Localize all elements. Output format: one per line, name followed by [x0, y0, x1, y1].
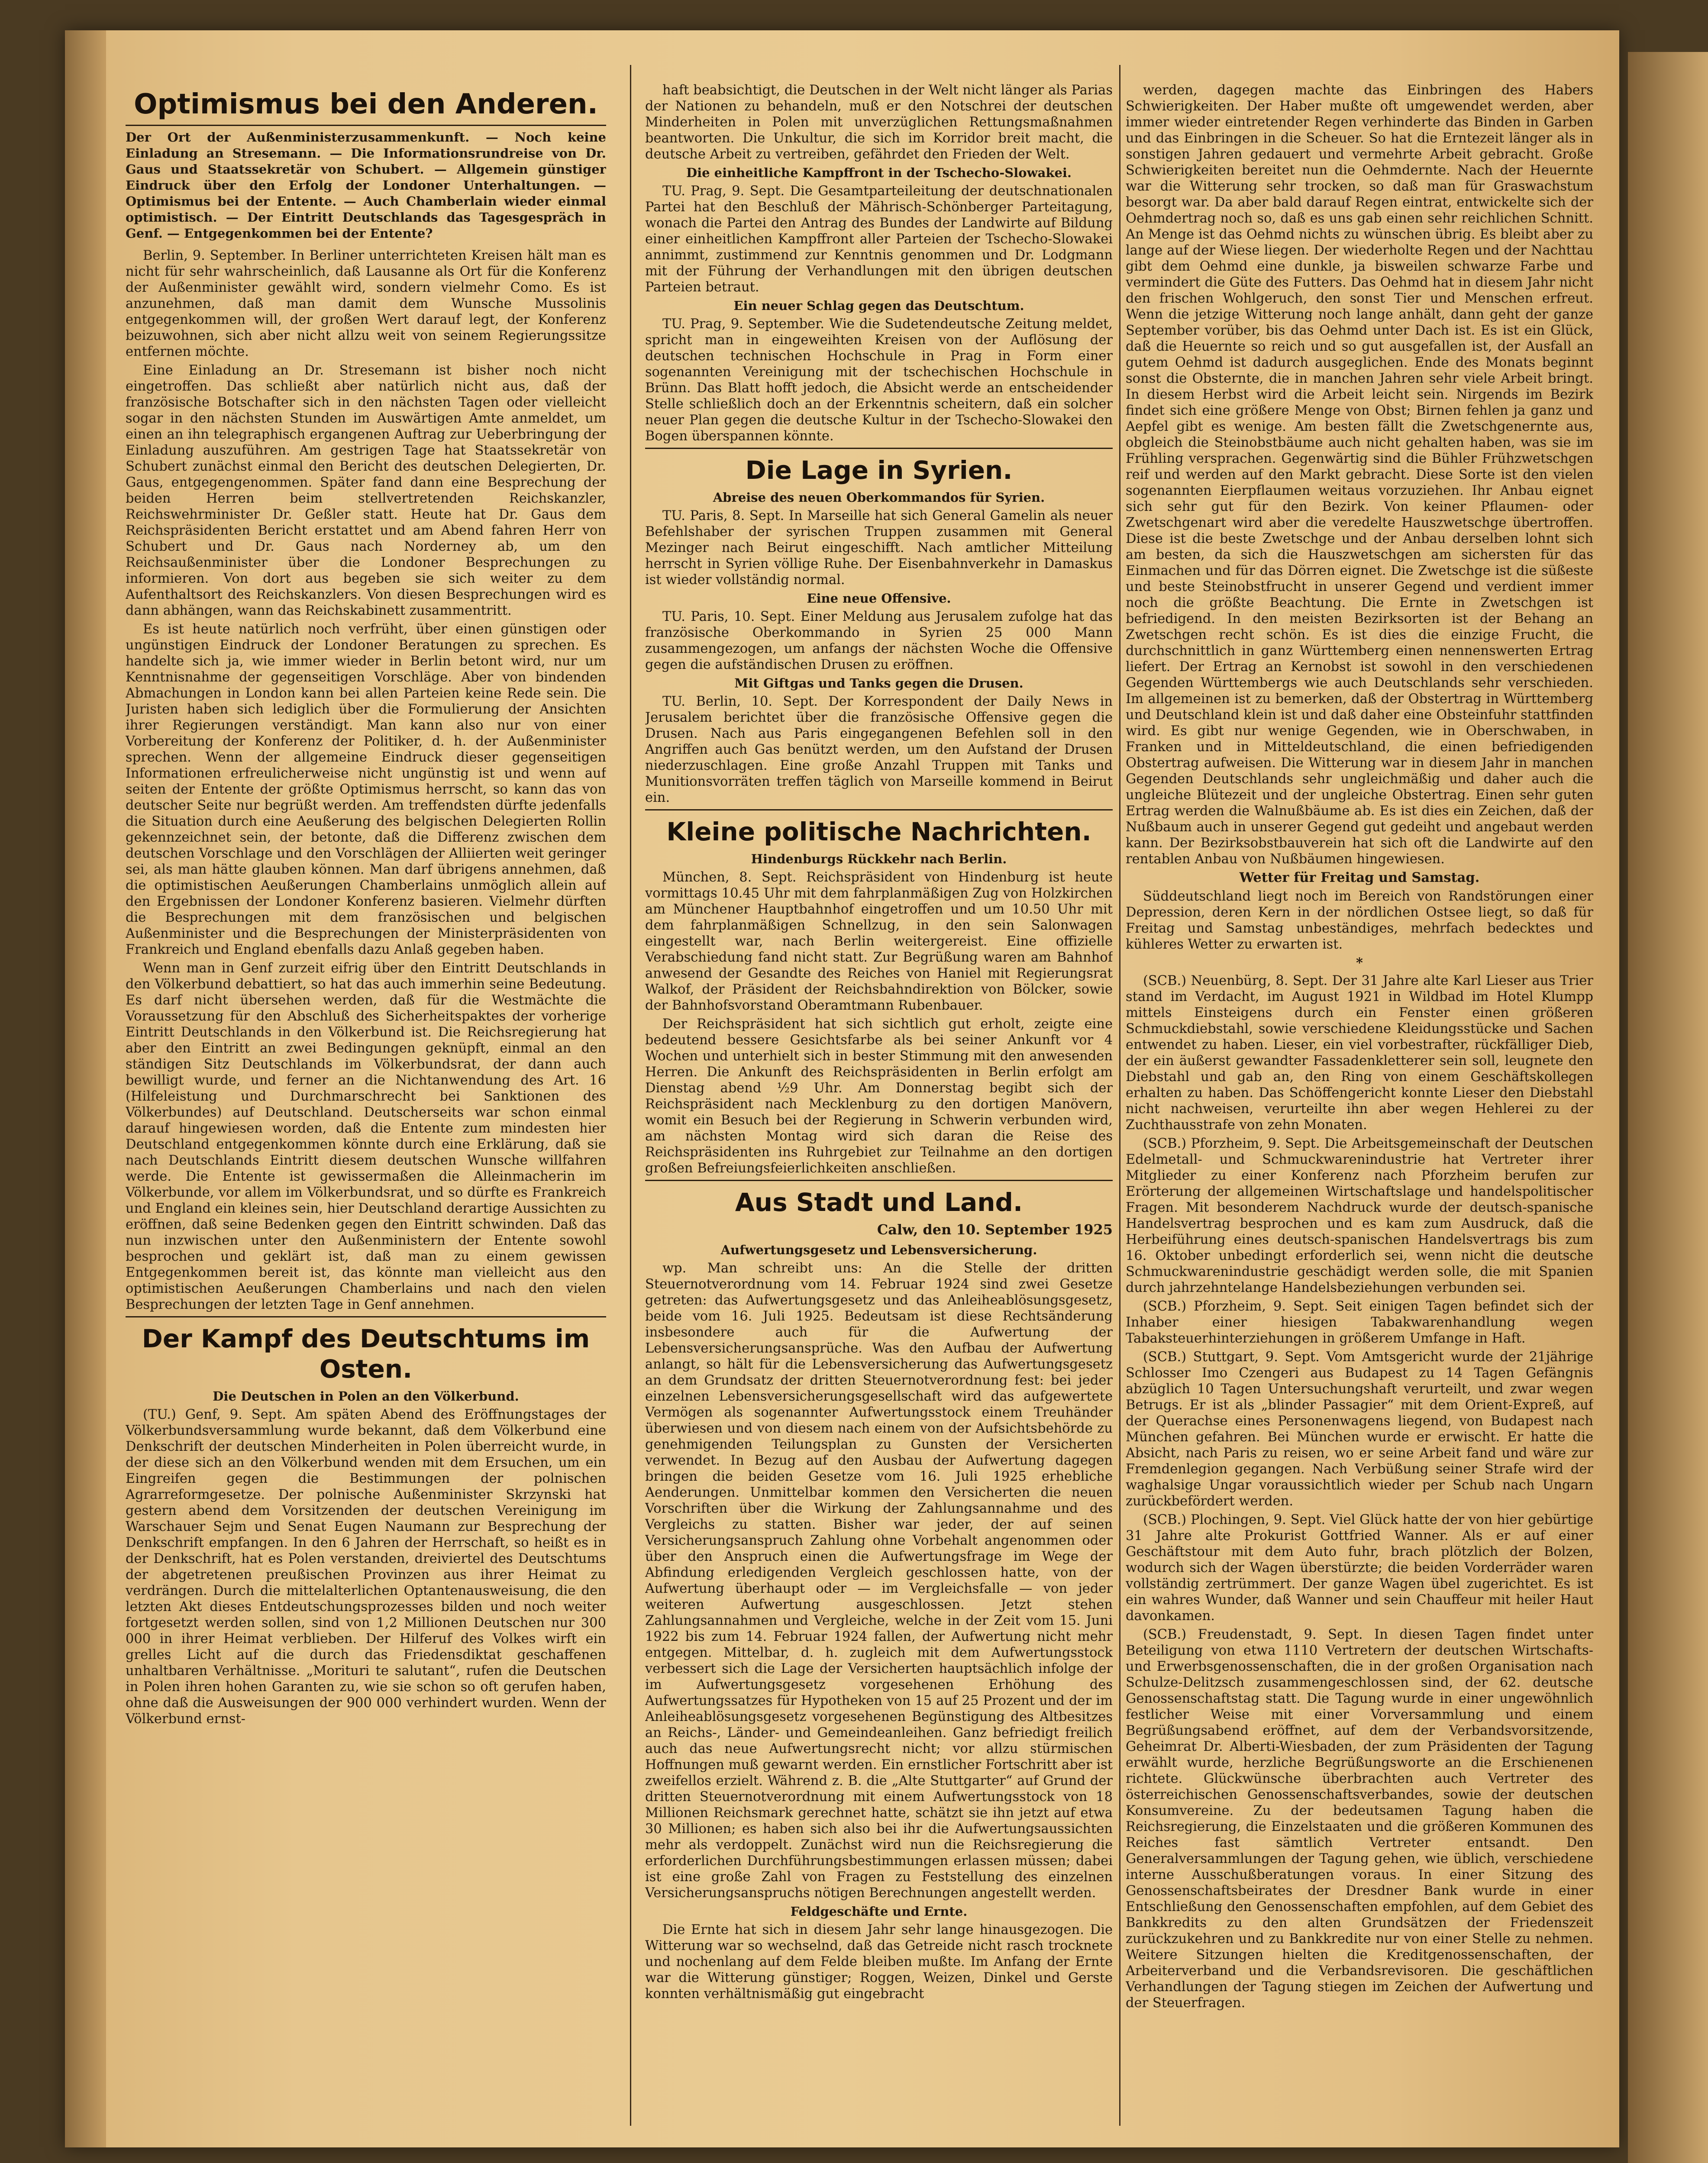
paragraph: (SCB.) Neuenbürg, 8. Sept. Der 31 Jahre alte Karl Lieser aus Trier stand im Verdacht, im August 1921 in Wildbad im Hotel Klumpp mittels Einsteigens durch ein Fenster einen größeren Schmuckdiebstahl, sowie verschiedene Kleidungsstücke und Sachen entwendet zu haben. Lieser, ein viel vorbestrafter, rückfälliger Dieb, der ein äußerst gewandter Fassadenkletterer sein soll, leugnete den Diebstahl und gab an, den Ring von einem Geschäftskollegen erhalten zu haben. Das Schöffengericht konnte Lieser den Diebstahl nicht nachweisen, verurteilte ihn aber wegen Hehlerei zu der Zuchthausstrafe von zehn Monaten. [1126, 973, 1593, 1133]
subheadline: Hindenburgs Rückkehr nach Berlin. [751, 852, 1007, 866]
column-1 [126, 82, 606, 2074]
divider [126, 1316, 606, 1317]
headline-kleine-nachrichten: Kleine politische Nachrichten. [666, 817, 1091, 846]
section-star: * [1356, 955, 1363, 971]
subheadline: Die einheitliche Kampffront in der Tschecho-Slowakei. [686, 165, 1072, 180]
paragraph: München, 8. Sept. Reichspräsident von Hindenburg ist heute vormittags 10.45 Uhr mit dem fahrplanmäßigen Zug von Holzkirchen am Münchener Hauptbahnhof eingetroffen und um 10.50 Uhr mit dem fahrplanmäßigen Schnellzug, in den sein Salonwagen eingestellt war, nach Berlin weitergereist. Eine offizielle Verabschiedung fand nicht statt. Zur Begrüßung waren am Bahnhof anwesend der Gesandte des Reiches von Haniel mit Regierungsrat Walkof, der Präsident der Reichsbahndirektion von Bölcker, sowie der Bahnhofsvorstand Oberamtmann Rubenbauer. [645, 870, 1113, 1013]
column-2 [645, 82, 1113, 2074]
column-3 [1126, 82, 1593, 2074]
page-binding-edge [65, 30, 106, 2147]
subheadline: Eine neue Offensive. [807, 591, 951, 606]
next-page-edge [1628, 52, 1708, 2163]
headline-lage-syrien: Die Lage in Syrien. [745, 455, 1013, 485]
subheadline: Feldgeschäfte und Ernte. [790, 1904, 968, 1919]
weather-heading: Wetter für Freitag und Samstag. [1239, 870, 1480, 885]
paragraph: (SCB.) Pforzheim, 9. Sept. Seit einigen Tagen befindet sich der Inhaber einer hiesigen Tabakwarenhandlung wegen Tabaksteuerhinterziehungen in größerem Umfange in Haft. [1126, 1299, 1593, 1346]
column-rule [1119, 65, 1120, 2126]
paragraph: Eine Einladung an Dr. Stresemann ist bisher noch nicht eingetroffen. Das schließt aber natürlich nicht aus, daß der französische Botschafter sich in den nächsten Tagen oder vielleicht sogar in den nächsten Stunden im Auswärtigen Amte anmeldet, um einen an ihn telegraphisch ergangenen Auftrag zur Ueberbringung der Einladung auszuführen. Am gestrigen Tage hat Staatssekretär von Schubert zunächst einmal den Bericht des deutschen Delegierten, Dr. Gaus, entgegengenommen. Später fand dann eine Besprechung der beiden Herren beim stellvertretenden Reichskanzler, Reichswehrminister Dr. Geßler statt. Heute hat Dr. Gaus dem Reichspräsidenten Bericht erstattet und am Abend fahren Herr von Schubert und Dr. Gaus nach Norderney ab, um den Reichsaußenminister über die Londoner Besprechungen zu informieren. Von dort aus begeben sie sich weiter zu dem Aufenthaltsort des Reichskanzlers. Von diesen Besprechungen wird es dann abhängen, wann das Reichskabinett zusammentritt. [126, 363, 606, 618]
subheadline: Ein neuer Schlag gegen das Deutschtum. [733, 298, 1024, 313]
divider [645, 1180, 1113, 1181]
divider [645, 448, 1113, 449]
paragraph: Die Ernte hat sich in diesem Jahr sehr lange hinausgezogen. Die Witterung war so wechselnd, daß das Getreide nicht rasch trocknete und nochenlang auf dem Felde bleiben mußte. Im Anfang der Ernte war die Witterung günstiger; Roggen, Weizen, Dinkel und Gerste konnten verhältnismäßig gut eingebracht [645, 1922, 1113, 2002]
paragraph: Es ist heute natürlich noch verfrüht, über einen günstigen oder ungünstigen Eindruck der Londoner Beratungen zu sprechen. Es handelte sich ja, wie immer wieder in Berlin betont wird, nur um Kenntnisnahme der gegenseitigen Vorschläge. Aber von bindenden Abmachungen in London kann bei allen Parteien keine Rede sein. Die Juristen haben sich lediglich über die Formulierung der Ansichten ihrer Regierungen verständigt. Man kann also nur von einer Vorbereitung der Konferenz der Politiker, d. h. der Außenminister sprechen. Wenn der allgemeine Eindruck dieser gegenseitigen Informationen erfreulicherweise nicht ungünstig ist und wenn auf seiten der Entente der größte Optimismus herrscht, so kann das von deutscher Seite nur begrüßt werden. Am treffendsten dürfte jedenfalls die Situation durch eine Aeußerung des belgischen Delegierten Rollin gekennzeichnet sein, der betonte, daß die Differenz zwischen dem deutschen Vorschlage und den Vorschlägen der Alliierten weit geringer sei, als man hätte glauben können. Man darf übrigens annehmen, daß die optimistischen Aeußerungen Chamberlains unmöglich allein auf den Ergebnissen der Londoner Konferenz basieren. Vielmehr dürften die Besprechungen mit dem französischen und belgischen Außenminister und die Besprechungen der Ministerpräsidenten von Frankreich und England ebenfalls dazu Anlaß gegeben haben. [126, 622, 606, 957]
paragraph: TU. Berlin, 10. Sept. Der Korrespondent der Daily News in Jerusalem berichtet über die französische Offensive gegen die Drusen. Nach aus Paris eingegangenen Befehlen soll in den Angriffen auch Gas benützt werden, um den Aufstand der Drusen niederzuschlagen. Eine große Anzahl Truppen mit Tanks und Munitionsvorräten treffen täglich von Marseille kommend in Beirut ein. [645, 694, 1113, 805]
paragraph: TU. Paris, 10. Sept. Einer Meldung aus Jerusalem zufolge hat das französische Oberkommando in Syrien 25 000 Mann zusammengezogen, um anfangs der nächsten Woche die Offensive gegen die aufständischen Drusen zu eröffnen. [645, 609, 1113, 672]
headline-kampf-deutschtum: Der Kampf des Deutschtums im Osten. [142, 1324, 590, 1384]
subheadline: Abreise des neuen Oberkommandos für Syrien. [713, 490, 1045, 505]
paragraph: TU. Prag, 9. Sept. Die Gesamtparteileitung der deutschnationalen Partei hat den Beschluß der Mährisch-Schönberger Parteitagung, wonach die Partei den Antrag des Bundes der Landwirte auf Bildung einer einheitlichen Kampffront aller Parteien der Tschecho-Slowakei annimmt, zustimmend zur Kenntnis genommen und Dr. Lodgmann mit der Führung der Verhandlungen mit den übrigen deutschen Parteien betraut. [645, 184, 1113, 295]
divider [126, 125, 606, 126]
paragraph: (TU.) Genf, 9. Sept. Am späten Abend des Eröffnungstages der Völkerbundsversammlung wurde bekannt, daß dem Völkerbund eine Denkschrift der deutschen Minderheiten in Polen überreicht wurde, in der diese sich an den Völkerbund wenden mit dem Ersuchen, um ein Eingreifen gegen die Bestimmungen der polnischen Agrarreformgesetze. Der polnische Außenminister Skrzynski hat gestern abend dem Vorsitzenden der deutschen Vereinigung im Warschauer Sejm und Senat Eugen Naumann zur Besprechung der Denkschrift empfangen. In den 6 Jahren der Herrschaft, so heißt es in der Denkschrift, hat es Polen verstanden, dreiviertel des Deutschtums der abgetretenen preußischen Provinzen aus ihrer Heimat zu verdrängen. Durch die mittelalterlichen Optantenausweisung, die den letzten Akt dieses Entdeutschungsprozesses bilden und noch weiter fortgesetzt werden sollen, sind von 1,2 Millionen Deutschen nur 300 000 in ihrer Heimat verblieben. Der Hilferuf des Volkes wirft ein grelles Licht auf die durch das Friedensdiktat geschaffenen unhaltbaren Verhältnisse. „Morituri te salutant“, rufen die Deutschen in Polen ihren hohen Garanten zu, wie sie schon so oft gerufen haben, ohne daß die Ausweisungen der 900 000 verhindert wurden. Wenn der Völkerbund ernst- [126, 1407, 606, 1727]
subheadline: Aufwertungsgesetz und Lebensversicherung. [720, 1243, 1037, 1257]
divider [645, 809, 1113, 810]
paragraph: (SCB.) Plochingen, 9. Sept. Viel Glück hatte der von hier gebürtige 31 Jahre alte Prokurist Gottfried Wanner. Als er auf einer Geschäftstour mit dem Auto fuhr, brach plötzlich der Bolzen, wodurch sich der Wagen überstürzte; die beiden Vorderräder waren vollständig zertrümmert. Der ganze Wagen übel zugerichtet. Es ist ein wahres Wunder, daß Wanner und sein Chauffeur mit heiler Haut davonkamen. [1126, 1512, 1593, 1624]
subheadline: Mit Giftgas und Tanks gegen die Drusen. [734, 676, 1024, 691]
column-rule [630, 65, 631, 2126]
paragraph: haft beabsichtigt, die Deutschen in der Welt nicht länger als Parias der Nationen zu behandeln, muß er den Notschrei der deutschen Minderheiten in Polen mit unverzüglichen Rettungsmaßnahmen beantworten. Die Unkultur, die sich im Korridor breit macht, die deutsche Arbeit zu vertreiben, gefährdet den Frieden der Welt. [645, 83, 1113, 162]
dateline: Calw, den 10. September 1925 [877, 1221, 1113, 1238]
headline-stadt-und-land: Aus Stadt und Land. [735, 1188, 1023, 1217]
paragraph: wp. Man schreibt uns: An die Stelle der dritten Steuernotverordnung vom 14. Februar 1924 sind zwei Gesetze getreten: das Aufwertungsgesetz und das Anleiheablösungsgesetz, beide vom 16. Juli 1925. Bedeutsam ist diese Rechtsänderung insbesondere auch für die Aufwertung der Lebensversicherungsansprüche. Was den Aufbau der Aufwertung anlangt, so hält für die Lebensversicherung das Aufwertungsgesetz an dem Grundsatz der dritten Steuernotverordnung fest: bei jeder einzelnen Lebensversicherungsgesellschaft wird das aufgewertete Vermögen als sogenannter Aufwertungsstock einem Treuhänder überwiesen und von diesem nach einem von der Aufsichtsbehörde zu genehmigenden Teilungsplan zu Gunsten der Versicherten verwendet. In Bezug auf den Ausbau der Aufwertung dagegen bringen die beiden Gesetze vom 16. Juli 1925 erhebliche Aenderungen. Unmittelbar kommen den Versicherten die neuen Vorschriften über die Wirkung der Zahlungsannahme und des Vergleichs zu statten. Bisher war jeder, der auf seinen Versicherungsanspruch Zahlung ohne Vorbehalt angenommen oder über den Anspruch einen die Aufwertungsfrage im Wege der Abfindung erledigenden Vergleich geschlossen hatte, von der Aufwertung überhaupt oder — im Vergleichsfalle — von jeder weiteren Aufwertung ausgeschlossen. Jetzt stehen Zahlungsannahmen und Vergleiche, welche in der Zeit vom 15. Juni 1922 bis zum 14. Februar 1924 fallen, der Aufwertung nicht mehr entgegen. Mittelbar, d. h. zugleich mit dem Aufwertungsstock verbessert sich die Lage der Versicherten hauptsächlich infolge der im Aufwertungsgesetz vorgesehenen Erhöhung des Aufwertungssatzes für Hypotheken von 15 auf 25 Prozent und der im Anleiheablösungsgesetz vorgesehenen Begünstigung des Altbesitzes an Reichs-, Länder- und Gemeindeanleihen. Ganz befriedigt freilich auch das neue Aufwertungsrecht nicht; vor allzu stürmischen Hoffnungen muß gewarnt werden. Ein ernstlicher Fortschritt aber ist zweifellos erzielt. Während z. B. die „Alte Stuttgarter“ auf Grund der dritten Steuernotverordnung mit einem Aufwertungsstock von 18 Millionen Reichsmark gerechnet hatte, schätzt sie ihn jetzt auf etwa 30 Millionen; es haben sich also bei ihr die Aufwertungsaussichten mehr als verdoppelt. Zunächst wird nun die Reichsregierung die erforderlichen Durchführungsbestimmungen erlassen müssen; dabei ist eine große Zahl von Fragen zu Feststellung des einzelnen Versicherungsanspruchs nötigen Berechnungen angestellt werden. [645, 1261, 1113, 1901]
paragraph: (SCB.) Pforzheim, 9. Sept. Die Arbeitsgemeinschaft der Deutschen Edelmetall- und Schmuckwarenindustrie hat Vertreter ihrer Mitglieder zu einer Konferenz nach Pforzheim berufen zur Erörterung der allgemeinen Wirtschaftslage und handelspolitischer Fragen. Mit besonderem Nachdruck wurde der deutsch-spanische Handelsvertrag besprochen und es kam zum Ausdruck, daß die Herbeiführung eines deutsch-spanischen Handelsvertrags bis zum 16. Oktober unbedingt erforderlich sei, wenn nicht die deutsche Schmuckwarenindustrie geschädigt werden solle, die mit Spanien durch jahrzehntelange Handelsbeziehungen verbunden sei. [1126, 1136, 1593, 1295]
headline-optimismus: Optimismus bei den Anderen. [134, 88, 598, 120]
summary-lead: Der Ort der Außenministerzusammenkunft. — Noch keine Einladung an Stresemann. — Die Informationsrundreise von Dr. Gaus und Staatssekretär von Schubert. — Allgemein günstiger Eindruck über den Erfolg der Londoner Unterhaltungen. — Optimismus bei der Entente. — Auch Chamberlain wieder einmal optimistisch. — Der Eintritt Deutschlands das Tagesgespräch in Genf. — Entgegenkommen bei der Entente? [126, 130, 606, 241]
paragraph: TU. Paris, 8. Sept. In Marseille hat sich General Gamelin als neuer Befehlshaber der syrischen Truppen zusammen mit General Mezinger nach Beirut eingeschifft. Nach amtlicher Mitteilung herrscht in Syrien völlige Ruhe. Der Eisenbahnverkehr in Damaskus ist wieder vollständig normal. [645, 508, 1113, 588]
paragraph: (SCB.) Stuttgart, 9. Sept. Vom Amtsgericht wurde der 21jährige Schlosser Imo Czengeri aus Budapest zu 14 Tagen Gefängnis abzüglich 10 Tagen Untersuchungshaft verurteilt, und zwar wegen Betrugs. Er ist als „blinder Passagier“ mit dem Orient-Expreß, auf der Querachse eines Personenwagens liegend, von Budapest nach München gefahren. Bei München wurde er erwischt. Er hatte die Absicht, nach Paris zu reisen, wo er seine Arbeit fand und wäre zur Fremdenlegion gegangen. Nach Verbüßung seiner Strafe wird der waghalsige Ungar voraussichtlich wieder per Schub nach Ungarn zurückbefördert werden. [1126, 1349, 1593, 1509]
paragraph: Berlin, 9. September. In Berliner unterrichteten Kreisen hält man es nicht für sehr wahrscheinlich, daß Lausanne als Ort für die Konferenz der Außenminister gewählt wird, sondern vielmehr Como. Es ist anzunehmen, daß man damit dem Wunsche Mussolinis entgegenkommen will, der großen Wert darauf legt, der Konferenz beizuwohnen, sich aber nicht allzu weit von seinem Regierungssitze entfernen möchte. [126, 248, 606, 359]
paragraph: (SCB.) Freudenstadt, 9. Sept. In diesen Tagen findet unter Beteiligung von etwa 1110 Vertretern der deutschen Wirtschafts- und Erwerbsgenossenschaften, die in der großen Organisation nach Schulze-Delitzsch zusammengeschlossen sind, der 62. deutsche Genossenschaftstag statt. Die Tagung wurde in einer ungewöhnlich festlicher Weise mit einer Vorversammlung und einem Begrüßungsabend eröffnet, auf dem der Verbandsvorsitzende, Geheimrat Dr. Alberti-Wiesbaden, der zum Präsidenten der Tagung erwählt wurde, herzliche Begrüßungsworte an die Erschienenen richtete. Glückwünsche überbrachten auch Vertreter des österreichischen Genossenschaftsverbandes, sowie der deutschen Konsumvereine. Zu der bedeutsamen Tagung haben die Reichsregierung, die Einzelstaaten und die größeren Kommunen des Reiches fast sämtlich Vertreter entsandt. Den Generalversammlungen der Tagung gehen, wie üblich, verschiedene interne Ausschußberatungen voraus. In einer Sitzung des Genossenschaftsbeirates der Dresdner Bank wurde in einer Entschließung den Genossenschaften empfohlen, auf dem Gebiet des Bankkredits zu den alten Grundsätzen der Friedenszeit zurückzukehren und zu Bankkredite nur von einer Stelle zu nehmen. Weitere Sitzungen hielten die Kreditgenossenschaften, der Arbeiterverband und die Verbandsrevisoren. Die geschäftlichen Verhandlungen der Tagung stiegen im Zeichen der Aufwertung und der Steuerfragen. [1126, 1627, 1593, 2011]
subheadline: Die Deutschen in Polen an den Völkerbund. [213, 1389, 519, 1404]
paragraph: Süddeutschland liegt noch im Bereich von Randstörungen einer Depression, deren Kern in der nördlichen Ostsee liegt, so daß für Freitag und Samstag unbeständiges, mehrfach bedecktes und kühleres Wetter zu erwarten ist. [1126, 889, 1593, 952]
paragraph: Wenn man in Genf zurzeit eifrig über den Eintritt Deutschlands in den Völkerbund debattiert, so hat das auch immerhin seine Bedeutung. Es darf nicht übersehen werden, daß für die Westmächte die Voraussetzung für den Abschluß des Sicherheitspaktes der vorherige Eintritt Deutschlands in den Völkerbund ist. Die Reichsregierung hat aber den Eintritt an zwei Bedingungen geknüpft, einmal an den ständigen Sitz Deutschlands im Völkerbundsrat, der dann auch bewilligt wurde, und ferner an die Nichtanwendung des Art. 16 (Hilfeleistung und Durchmarschrecht bei Sanktionen des Völkerbundes) auf Deutschland. Deutscherseits war schon einmal darauf hingewiesen worden, daß die Entente zum mindesten hier Deutschland entgegenkommen könnte durch eine Erklärung, daß sie nach Deutschlands Eintritt diesem deutschen Wunsche willfahren werde. Die Entente ist gewissermaßen die Alleinmacherin im Völkerbunde, vor allem im Völkerbundsrat, und so dürfte es Frankreich und England ein kleines sein, hier Deutschland derartige Aussichten zu eröffnen, daß seine Bedenken gegen den Eintritt schwinden. Daß das nun inzwischen unter den Außenministern der Entente sowohl besprochen und geklärt ist, daß man zu einem gewissen Entgegenkommen bereit ist, das könnte man vielleicht aus den optimistischen Aeußerungen Chamberlains und nach den vielen Besprechungen der letzten Tage in Genf annehmen. [126, 961, 606, 1312]
paragraph: werden, dagegen machte das Einbringen des Habers Schwierigkeiten. Der Haber mußte oft umgewendet werden, aber immer wieder eintretender Regen verhinderte das Binden in Garben und das Einbringen in die Scheuer. So hat die Erntezeit länger als in sonstigen Jahren gedauert und vermehrte Arbeit gebracht. Große Schwierigkeiten bereitet nun die Oehmdernte. Nach der Heuernte war die Witterung sehr trocken, so daß man für Graswachstum besorgt war. Da aber bald darauf Regen eintrat, entwickelte sich der Oehmdertrag noch so, daß es uns gab einen sehr reichlichen Schnitt. An Menge ist das Oehmd nichts zu wünschen übrig. Es bleibt aber zu lange auf der Wiese liegen. Der wiederholte Regen und der Nachttau gibt dem Oehmd eine dunkle, ja bisweilen schwarze Farbe und vermindert die Güte des Futters. Das Oehmd hat in diesem Jahr nicht den frischen Wohlgeruch, den sonst Tier und Menschen erfreut. Wenn die jetzige Witterung noch lange anhält, dann geht der ganze September vorüber, bis das Oehmd unter Dach ist. Es ist ein Glück, daß die Heuernte so reich und so gut ausgefallen ist, der Ausfall an gutem Oehmd ist dadurch ausgeglichen. Ende des Monats beginnt sonst die Obsternte, die in manchen Jahren sehr viele Arbeit bringt. In diesem Herbst wird die Arbeit leicht sein. Nirgends im Bezirk findet sich eine größere Menge von Obst; Birnen fehlen ja ganz und Aepfel gibt es wenige. Am besten fällt die Zwetschgenernte aus, obgleich die Steinobstbäume auch nicht gehalten haben, was sie im Frühling versprachen. Gegenwärtig sind die Bühler Frühzwetschgen reif und werden auf den Markt gebracht. Diese Sorte ist den vielen sogenannten Eierpflaumen weitaus vorzuziehen. Ihr Anbau eignet sich sehr gut für den Bezirk. Von keiner Pflaumen- oder Zwetschgenart wird aber die veredelte Hauszwetschge übertroffen. Diese ist die beste Zwetschge und der Anbau derselben lohnt sich am besten, da sich die Hauszwetschgen am sichersten für das Einmachen und für das Dörren eignet. Die Zwetschge ist die süßeste und beste Steinobstfrucht in unserer Gegend und verdient immer noch die größte Beachtung. Die Ernte in Zwetschgen ist befriedigend. In den meisten Bezirksorten ist der Behang an Zwetschgen recht schön. Es ist dies die einzige Frucht, die durchschnittlich in ganz Württemberg einen nennenswerten Ertrag liefert. Der Ertrag an Kernobst ist sowohl in den verschiedenen Gegenden Württembergs wie auch Deutschlands sehr verschieden. Im allgemeinen ist zu bemerken, daß der Obstertrag in Württemberg und Deutschland klein ist und daß daher eine Obsteinfuhr stattfinden wird. Es gibt nur wenige Gegenden, wie in Oberschwaben, in Franken und in Mitteldeutschland, die einen befriedigenden Obstertrag aufweisen. Die Witterung war in diesem Jahr in manchen Gegenden Deutschlands sehr ungleichmäßig und daher auch die ungleiche Blütezeit und der ungleiche Obstertrag. Einen sehr guten Ertrag werden die Walnußbäume ab. Es ist dies ein Zeichen, daß der Nußbaum auch in unserer Gegend gut gedeiht und angebaut werden kann. Der Bezirksobstbauverein hat sich oft die Landwirte auf den rentablen Anbau von Nußbäumen hingewiesen. [1126, 83, 1593, 867]
paragraph: TU. Prag, 9. September. Wie die Sudetendeutsche Zeitung meldet, spricht man in eingeweihten Kreisen von der Auflösung der deutschen technischen Hochschule in Prag in Form einer sogenannten Vereinigung mit der tschechischen Hochschule in Brünn. Das Blatt hofft jedoch, die Absicht werde an entscheidender Stelle schließlich doch an der Erkenntnis scheitern, daß ein solcher neuer Plan gegen die deutsche Kultur in der Tschecho-Slowakei den Bogen überspannen könnte. [645, 316, 1113, 444]
paragraph: Der Reichspräsident hat sich sichtlich gut erholt, zeigte eine bedeutend bessere Gesichtsfarbe als bei seiner Ankunft vor 4 Wochen und unterhielt sich in bester Stimmung mit den anwesenden Herren. Die Ankunft des Reichspräsidenten in Berlin erfolgt am Dienstag abend ½9 Uhr. Am Donnerstag begibt sich der Reichspräsident nach Mecklenburg zu den dortigen Manövern, womit ein Besuch bei der Regierung in Schwerin verbunden wird, am nächsten Montag wird sich daran die Reise des Reichspräsidenten ins Ruhrgebiet zur Teilnahme an den dortigen großen Befreiungsfeierlichkeiten anschließen. [645, 1017, 1113, 1176]
